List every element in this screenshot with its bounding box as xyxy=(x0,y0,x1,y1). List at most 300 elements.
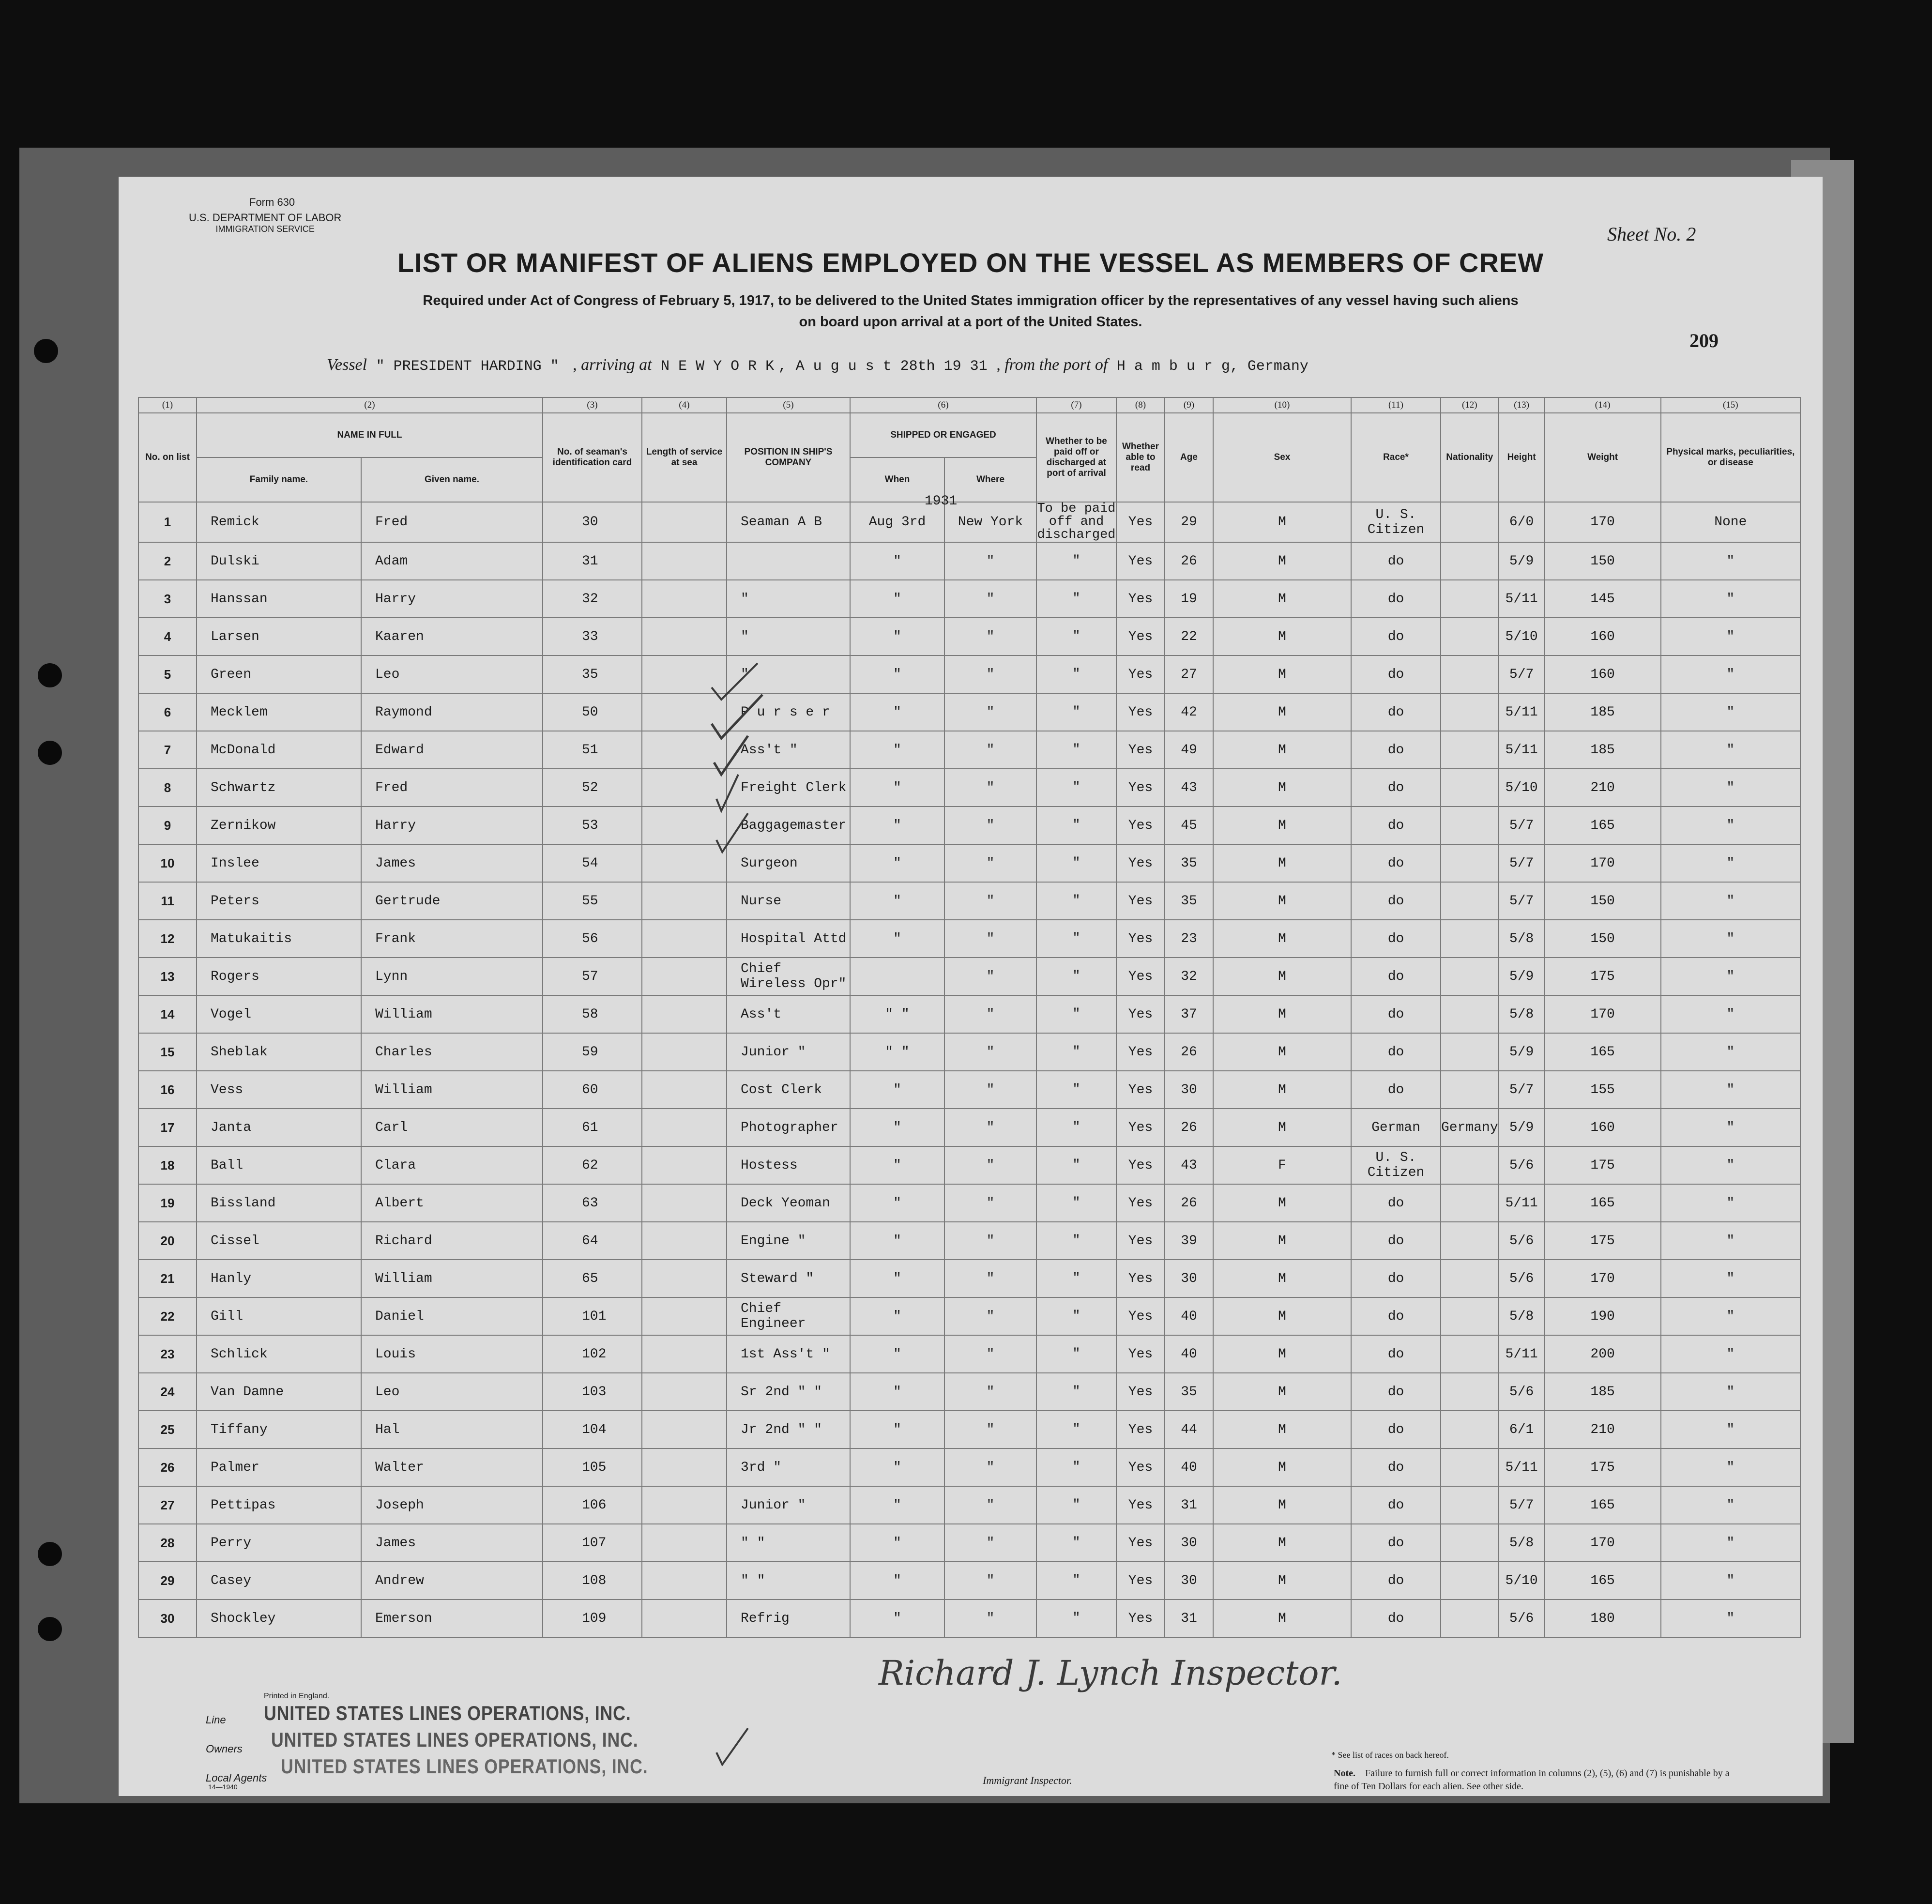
cell-when: " xyxy=(850,655,944,693)
cell-card: 109 xyxy=(543,1599,642,1637)
cell-marks: " xyxy=(1661,1599,1800,1637)
cell-weight: 145 xyxy=(1545,580,1661,618)
cell-read: Yes xyxy=(1116,618,1165,655)
cell-paid: " xyxy=(1036,580,1116,618)
header-when: When xyxy=(850,457,944,502)
cell-race: do xyxy=(1351,693,1441,731)
cell-age: 30 xyxy=(1165,1071,1213,1109)
cell-marks: " xyxy=(1661,882,1800,920)
cell-marks: " xyxy=(1661,1486,1800,1524)
inspector-label: Immigrant Inspector. xyxy=(983,1774,1072,1786)
cell-race: do xyxy=(1351,1184,1441,1222)
cell-position: Seaman A B xyxy=(727,502,850,542)
cell-nat xyxy=(1441,1411,1499,1448)
cell-len xyxy=(642,502,727,542)
table-row xyxy=(138,1033,1800,1071)
cell-nat xyxy=(1441,1599,1499,1637)
cell-when: " xyxy=(850,1448,944,1486)
cell-card: 105 xyxy=(543,1448,642,1486)
cell-no: 24 xyxy=(138,1373,197,1411)
line-stamp: UNITED STATES LINES OPERATIONS, INC. xyxy=(264,1702,631,1724)
cell-when xyxy=(850,958,944,995)
departure-port: H a m b u r g, Germany xyxy=(1116,358,1308,375)
table-row xyxy=(138,807,1800,844)
cell-family: Remick xyxy=(197,502,361,542)
cell-height: 5/7 xyxy=(1499,1486,1545,1524)
cell-marks: " xyxy=(1661,1524,1800,1562)
cell-where: " xyxy=(944,1599,1036,1637)
cell-where: " xyxy=(944,1373,1036,1411)
cell-age: 26 xyxy=(1165,542,1213,580)
colnum-14: (14) xyxy=(1545,397,1661,413)
cell-race: do xyxy=(1351,1448,1441,1486)
page-number: 209 xyxy=(1689,330,1719,351)
cell-where: " xyxy=(944,1297,1036,1335)
header-weight: Weight xyxy=(1545,413,1661,502)
cell-family: Bissland xyxy=(197,1184,361,1222)
cell-race: do xyxy=(1351,1411,1441,1448)
cell-position: " " xyxy=(727,1524,850,1562)
cell-paid: " xyxy=(1036,958,1116,995)
cell-family: Green xyxy=(197,655,361,693)
cell-read: Yes xyxy=(1116,731,1165,769)
cell-family: Peters xyxy=(197,882,361,920)
cell-no: 6 xyxy=(138,693,197,731)
cell-given: Richard xyxy=(361,1222,543,1260)
table-row xyxy=(138,731,1800,769)
cell-sex: M xyxy=(1213,655,1351,693)
cell-nat xyxy=(1441,1184,1499,1222)
cell-marks: " xyxy=(1661,769,1800,807)
cell-race: U. S. Citizen xyxy=(1351,502,1441,542)
table-row xyxy=(138,1599,1800,1637)
fine-note xyxy=(1334,1767,1740,1793)
cell-paid: " xyxy=(1036,1486,1116,1524)
table-row xyxy=(138,769,1800,807)
cell-no: 9 xyxy=(138,807,197,844)
agents-label: Local Agents xyxy=(206,1772,267,1784)
cell-when: " xyxy=(850,1297,944,1335)
header-paid-off: Whether to be paid off or discharged at port of arrival xyxy=(1036,413,1116,502)
cell-weight: 175 xyxy=(1545,1448,1661,1486)
cell-height: 5/11 xyxy=(1499,580,1545,618)
cell-paid: " xyxy=(1036,693,1116,731)
cell-weight: 180 xyxy=(1545,1599,1661,1637)
header-physical: Physical marks, peculiarities, or disease xyxy=(1661,413,1800,502)
cell-card: 53 xyxy=(543,807,642,844)
cell-read: Yes xyxy=(1116,1562,1165,1599)
cell-family: Vess xyxy=(197,1071,361,1109)
cell-marks: None xyxy=(1661,502,1800,542)
cell-position: Hostess xyxy=(727,1146,850,1184)
cell-height: 5/7 xyxy=(1499,1071,1545,1109)
cell-height: 5/7 xyxy=(1499,655,1545,693)
check-mark xyxy=(716,813,748,852)
cell-marks: " xyxy=(1661,693,1800,731)
cell-nat xyxy=(1441,731,1499,769)
header-family-name: Family name. xyxy=(197,457,361,502)
cell-no: 30 xyxy=(138,1599,197,1637)
cell-given: Carl xyxy=(361,1109,543,1146)
cell-when: " xyxy=(850,882,944,920)
cell-given: Kaaren xyxy=(361,618,543,655)
cell-family: Dulski xyxy=(197,542,361,580)
cell-nat xyxy=(1441,1335,1499,1373)
cell-race: do xyxy=(1351,1562,1441,1599)
cell-race: do xyxy=(1351,920,1441,958)
subtitle-line-2: on board upon arrival at a port of the United States. xyxy=(799,314,1142,330)
cell-read: Yes xyxy=(1116,1448,1165,1486)
cell-given: Joseph xyxy=(361,1486,543,1524)
cell-weight: 165 xyxy=(1545,1486,1661,1524)
cell-height: 5/11 xyxy=(1499,693,1545,731)
cell-card: 103 xyxy=(543,1373,642,1411)
subtitle-line-1: Required under Act of Congress of February 5, 1917, to be delivered to the United States immigration officer by the representatives of any vessel having such aliens xyxy=(423,293,1519,308)
cell-position: " xyxy=(727,655,850,693)
cell-race: do xyxy=(1351,1297,1441,1335)
cell-race: do xyxy=(1351,958,1441,995)
cell-paid: " xyxy=(1036,542,1116,580)
header-row-1 xyxy=(138,413,1800,457)
punch-hole xyxy=(34,339,58,363)
cell-sex: F xyxy=(1213,1146,1351,1184)
cell-age: 40 xyxy=(1165,1335,1213,1373)
cell-marks: " xyxy=(1661,920,1800,958)
cell-given: Leo xyxy=(361,655,543,693)
cell-sex: M xyxy=(1213,1524,1351,1562)
cell-nat xyxy=(1441,995,1499,1033)
cell-age: 35 xyxy=(1165,1373,1213,1411)
table-row xyxy=(138,844,1800,882)
cell-paid: " xyxy=(1036,920,1116,958)
cell-position: Junior " xyxy=(727,1033,850,1071)
cell-given: Walter xyxy=(361,1448,543,1486)
cell-family: Cissel xyxy=(197,1222,361,1260)
cell-nat xyxy=(1441,920,1499,958)
cell-marks: " xyxy=(1661,1297,1800,1335)
table-row xyxy=(138,1562,1800,1599)
colnum-6: (6) xyxy=(850,397,1036,413)
cell-no: 26 xyxy=(138,1448,197,1486)
cell-nat xyxy=(1441,844,1499,882)
cell-weight: 170 xyxy=(1545,995,1661,1033)
race-note: * See list of races on back hereof. xyxy=(1331,1750,1449,1760)
vessel-label: Vessel xyxy=(327,356,367,374)
cell-where: " xyxy=(944,618,1036,655)
cell-sex: M xyxy=(1213,844,1351,882)
cell-nat xyxy=(1441,1373,1499,1411)
cell-where: " xyxy=(944,1524,1036,1562)
cell-position: " " xyxy=(727,1562,850,1599)
cell-nat xyxy=(1441,807,1499,844)
cell-card: 102 xyxy=(543,1335,642,1373)
cell-height: 5/7 xyxy=(1499,882,1545,920)
cell-race: do xyxy=(1351,882,1441,920)
cell-when: " xyxy=(850,542,944,580)
cell-family: Shockley xyxy=(197,1599,361,1637)
cell-position: Sr 2nd " " xyxy=(727,1373,850,1411)
cell-age: 43 xyxy=(1165,769,1213,807)
cell-race: do xyxy=(1351,844,1441,882)
cell-nat xyxy=(1441,542,1499,580)
cell-family: Hanssan xyxy=(197,580,361,618)
colnum-11: (11) xyxy=(1351,397,1441,413)
cell-where: " xyxy=(944,1109,1036,1146)
cell-nat xyxy=(1441,1297,1499,1335)
table-row xyxy=(138,1411,1800,1448)
cell-no: 23 xyxy=(138,1335,197,1373)
cell-position: Chief Wireless Opr" xyxy=(727,958,850,995)
cell-where: " xyxy=(944,1033,1036,1071)
cell-read: Yes xyxy=(1116,1260,1165,1297)
cell-height: 5/8 xyxy=(1499,1524,1545,1562)
cell-when: " xyxy=(850,1562,944,1599)
cell-position: Cost Clerk xyxy=(727,1071,850,1109)
cell-age: 29 xyxy=(1165,502,1213,542)
cell-given: Frank xyxy=(361,920,543,958)
cell-paid: " xyxy=(1036,1260,1116,1297)
cell-nat xyxy=(1441,1146,1499,1184)
cell-marks: " xyxy=(1661,1109,1800,1146)
cell-paid: " xyxy=(1036,1109,1116,1146)
cell-age: 22 xyxy=(1165,618,1213,655)
cell-weight: 185 xyxy=(1545,731,1661,769)
cell-no: 19 xyxy=(138,1184,197,1222)
cell-given: Lynn xyxy=(361,958,543,995)
cell-height: 5/10 xyxy=(1499,769,1545,807)
arrival-port: N E W Y O R K xyxy=(661,358,775,375)
cell-no: 21 xyxy=(138,1260,197,1297)
cell-paid: " xyxy=(1036,1411,1116,1448)
cell-nat xyxy=(1441,958,1499,995)
cell-sex: M xyxy=(1213,769,1351,807)
cell-marks: " xyxy=(1661,1411,1800,1448)
cell-height: 5/6 xyxy=(1499,1260,1545,1297)
cell-given: William xyxy=(361,1260,543,1297)
table-row xyxy=(138,1260,1800,1297)
cell-read: Yes xyxy=(1116,807,1165,844)
cell-age: 27 xyxy=(1165,655,1213,693)
cell-sex: M xyxy=(1213,1222,1351,1260)
cell-card: 63 xyxy=(543,1184,642,1222)
table-row xyxy=(138,502,1800,542)
cell-no: 7 xyxy=(138,731,197,769)
cell-when: " " xyxy=(850,995,944,1033)
cell-where: " xyxy=(944,1411,1036,1448)
table-row xyxy=(138,1373,1800,1411)
cell-card: 64 xyxy=(543,1222,642,1260)
cell-when: " xyxy=(850,1146,944,1184)
cell-position: Ass't xyxy=(727,995,850,1033)
cell-no: 22 xyxy=(138,1297,197,1335)
cell-weight: 170 xyxy=(1545,1260,1661,1297)
colnum-15: (15) xyxy=(1661,397,1800,413)
cell-read: Yes xyxy=(1116,882,1165,920)
cell-where: " xyxy=(944,958,1036,995)
cell-height: 5/7 xyxy=(1499,807,1545,844)
cell-read: Yes xyxy=(1116,1411,1165,1448)
cell-read: Yes xyxy=(1116,1297,1165,1335)
cell-weight: 185 xyxy=(1545,1373,1661,1411)
cell-no: 17 xyxy=(138,1109,197,1146)
cell-read: Yes xyxy=(1116,580,1165,618)
cell-age: 19 xyxy=(1165,580,1213,618)
cell-race: do xyxy=(1351,1524,1441,1562)
department-name: U.S. DEPARTMENT OF LABOR xyxy=(189,212,342,224)
cell-marks: " xyxy=(1661,1222,1800,1260)
punch-hole xyxy=(38,1542,62,1566)
cell-read: Yes xyxy=(1116,1071,1165,1109)
cell-len xyxy=(642,580,727,618)
cell-nat xyxy=(1441,1033,1499,1071)
cell-marks: " xyxy=(1661,1373,1800,1411)
cell-read: Yes xyxy=(1116,1222,1165,1260)
cell-family: Gill xyxy=(197,1297,361,1335)
cell-family: Mecklem xyxy=(197,693,361,731)
cell-weight: 185 xyxy=(1545,693,1661,731)
cell-nat xyxy=(1441,655,1499,693)
cell-where: " xyxy=(944,693,1036,731)
cell-sex: M xyxy=(1213,958,1351,995)
cell-card: 31 xyxy=(543,542,642,580)
arrival-date: , A u g u s t 28th 19 31 xyxy=(778,358,988,375)
cell-no: 3 xyxy=(138,580,197,618)
cell-position: Deck Yeoman xyxy=(727,1184,850,1222)
cell-card: 35 xyxy=(543,655,642,693)
check-mark xyxy=(716,1728,748,1765)
cell-where: " xyxy=(944,1222,1036,1260)
table-row xyxy=(138,1335,1800,1373)
cell-sex: M xyxy=(1213,807,1351,844)
cell-family: Van Damne xyxy=(197,1373,361,1411)
cell-family: Zernikow xyxy=(197,807,361,844)
cell-height: 5/10 xyxy=(1499,618,1545,655)
cell-card: 32 xyxy=(543,580,642,618)
cell-given: Adam xyxy=(361,542,543,580)
check-mark xyxy=(716,775,738,811)
cell-nat xyxy=(1441,1071,1499,1109)
cell-weight: 160 xyxy=(1545,618,1661,655)
cell-age: 30 xyxy=(1165,1562,1213,1599)
cell-race: do xyxy=(1351,655,1441,693)
cell-marks: " xyxy=(1661,1033,1800,1071)
header-age: Age xyxy=(1165,413,1213,502)
cell-race: do xyxy=(1351,1373,1441,1411)
cell-paid: " xyxy=(1036,1071,1116,1109)
cell-position: Junior " xyxy=(727,1486,850,1524)
cell-card: 33 xyxy=(543,618,642,655)
cell-marks: " xyxy=(1661,731,1800,769)
cell-sex: M xyxy=(1213,1411,1351,1448)
cell-given: James xyxy=(361,844,543,882)
cell-race: do xyxy=(1351,542,1441,580)
cell-read: Yes xyxy=(1116,542,1165,580)
cell-sex: M xyxy=(1213,1448,1351,1486)
cell-paid: " xyxy=(1036,1033,1116,1071)
cell-card: 57 xyxy=(543,958,642,995)
cell-sex: M xyxy=(1213,1184,1351,1222)
cell-given: Albert xyxy=(361,1184,543,1222)
punch-hole xyxy=(38,1617,62,1641)
cell-given: Emerson xyxy=(361,1599,543,1637)
cell-race: do xyxy=(1351,995,1441,1033)
cell-sex: M xyxy=(1213,1033,1351,1071)
cell-when: " xyxy=(850,1109,944,1146)
table-row xyxy=(138,882,1800,920)
cell-card: 108 xyxy=(543,1562,642,1599)
cell-age: 32 xyxy=(1165,958,1213,995)
cell-given: Daniel xyxy=(361,1297,543,1335)
cell-given: Charles xyxy=(361,1033,543,1071)
crew-table-body xyxy=(138,502,1800,1637)
cell-race: do xyxy=(1351,1335,1441,1373)
cell-marks: " xyxy=(1661,655,1800,693)
cell-family: Palmer xyxy=(197,1448,361,1486)
cell-when: " xyxy=(850,693,944,731)
cell-where: " xyxy=(944,1562,1036,1599)
colnum-7: (7) xyxy=(1036,397,1116,413)
cell-age: 37 xyxy=(1165,995,1213,1033)
cell-where: " xyxy=(944,1146,1036,1184)
check-mark xyxy=(712,663,758,700)
cell-race: do xyxy=(1351,1486,1441,1524)
table-row xyxy=(138,920,1800,958)
cell-sex: M xyxy=(1213,580,1351,618)
cell-nat xyxy=(1441,769,1499,807)
inspector-signature: Richard J. Lynch Inspector. xyxy=(879,1653,1342,1693)
cell-race: U. S. Citizen xyxy=(1351,1146,1441,1184)
cell-position: Hospital Attd xyxy=(727,920,850,958)
cell-height: 6/0 xyxy=(1499,502,1545,542)
cell-paid: " xyxy=(1036,1448,1116,1486)
cell-card: 51 xyxy=(543,731,642,769)
cell-read: Yes xyxy=(1116,920,1165,958)
cell-read: Yes xyxy=(1116,1033,1165,1071)
vessel-line xyxy=(327,356,1308,375)
cell-where: " xyxy=(944,580,1036,618)
cell-height: 6/1 xyxy=(1499,1411,1545,1448)
cell-when: Aug 3rd xyxy=(850,502,944,542)
cell-height: 5/10 xyxy=(1499,1562,1545,1599)
cell-weight: 160 xyxy=(1545,655,1661,693)
cell-height: 5/6 xyxy=(1499,1373,1545,1411)
cell-marks: " xyxy=(1661,844,1800,882)
cell-when: " xyxy=(850,1524,944,1562)
cell-age: 45 xyxy=(1165,807,1213,844)
note-text: —Failure to furnish full or correct information in columns (2), (5), (6) and (7) is punishable by a fine of Ten Dollars for each alien. See other side. xyxy=(1334,1768,1730,1792)
cell-sex: M xyxy=(1213,920,1351,958)
cell-where: " xyxy=(944,542,1036,580)
cell-height: 5/6 xyxy=(1499,1222,1545,1260)
cell-paid: " xyxy=(1036,844,1116,882)
cell-where: " xyxy=(944,1335,1036,1373)
cell-nat xyxy=(1441,1524,1499,1562)
cell-position: P u r s e r xyxy=(727,693,850,731)
cell-where: " xyxy=(944,882,1036,920)
cell-position: Ass't " xyxy=(727,731,850,769)
cell-paid: " xyxy=(1036,882,1116,920)
cell-when: " xyxy=(850,580,944,618)
cell-marks: " xyxy=(1661,958,1800,995)
cell-age: 35 xyxy=(1165,882,1213,920)
cell-no: 13 xyxy=(138,958,197,995)
colnum-1: (1) xyxy=(138,397,197,413)
cell-where: " xyxy=(944,1486,1036,1524)
cell-when: " xyxy=(850,1260,944,1297)
colnum-9: (9) xyxy=(1165,397,1213,413)
cell-sex: M xyxy=(1213,1335,1351,1373)
cell-height: 5/9 xyxy=(1499,1109,1545,1146)
